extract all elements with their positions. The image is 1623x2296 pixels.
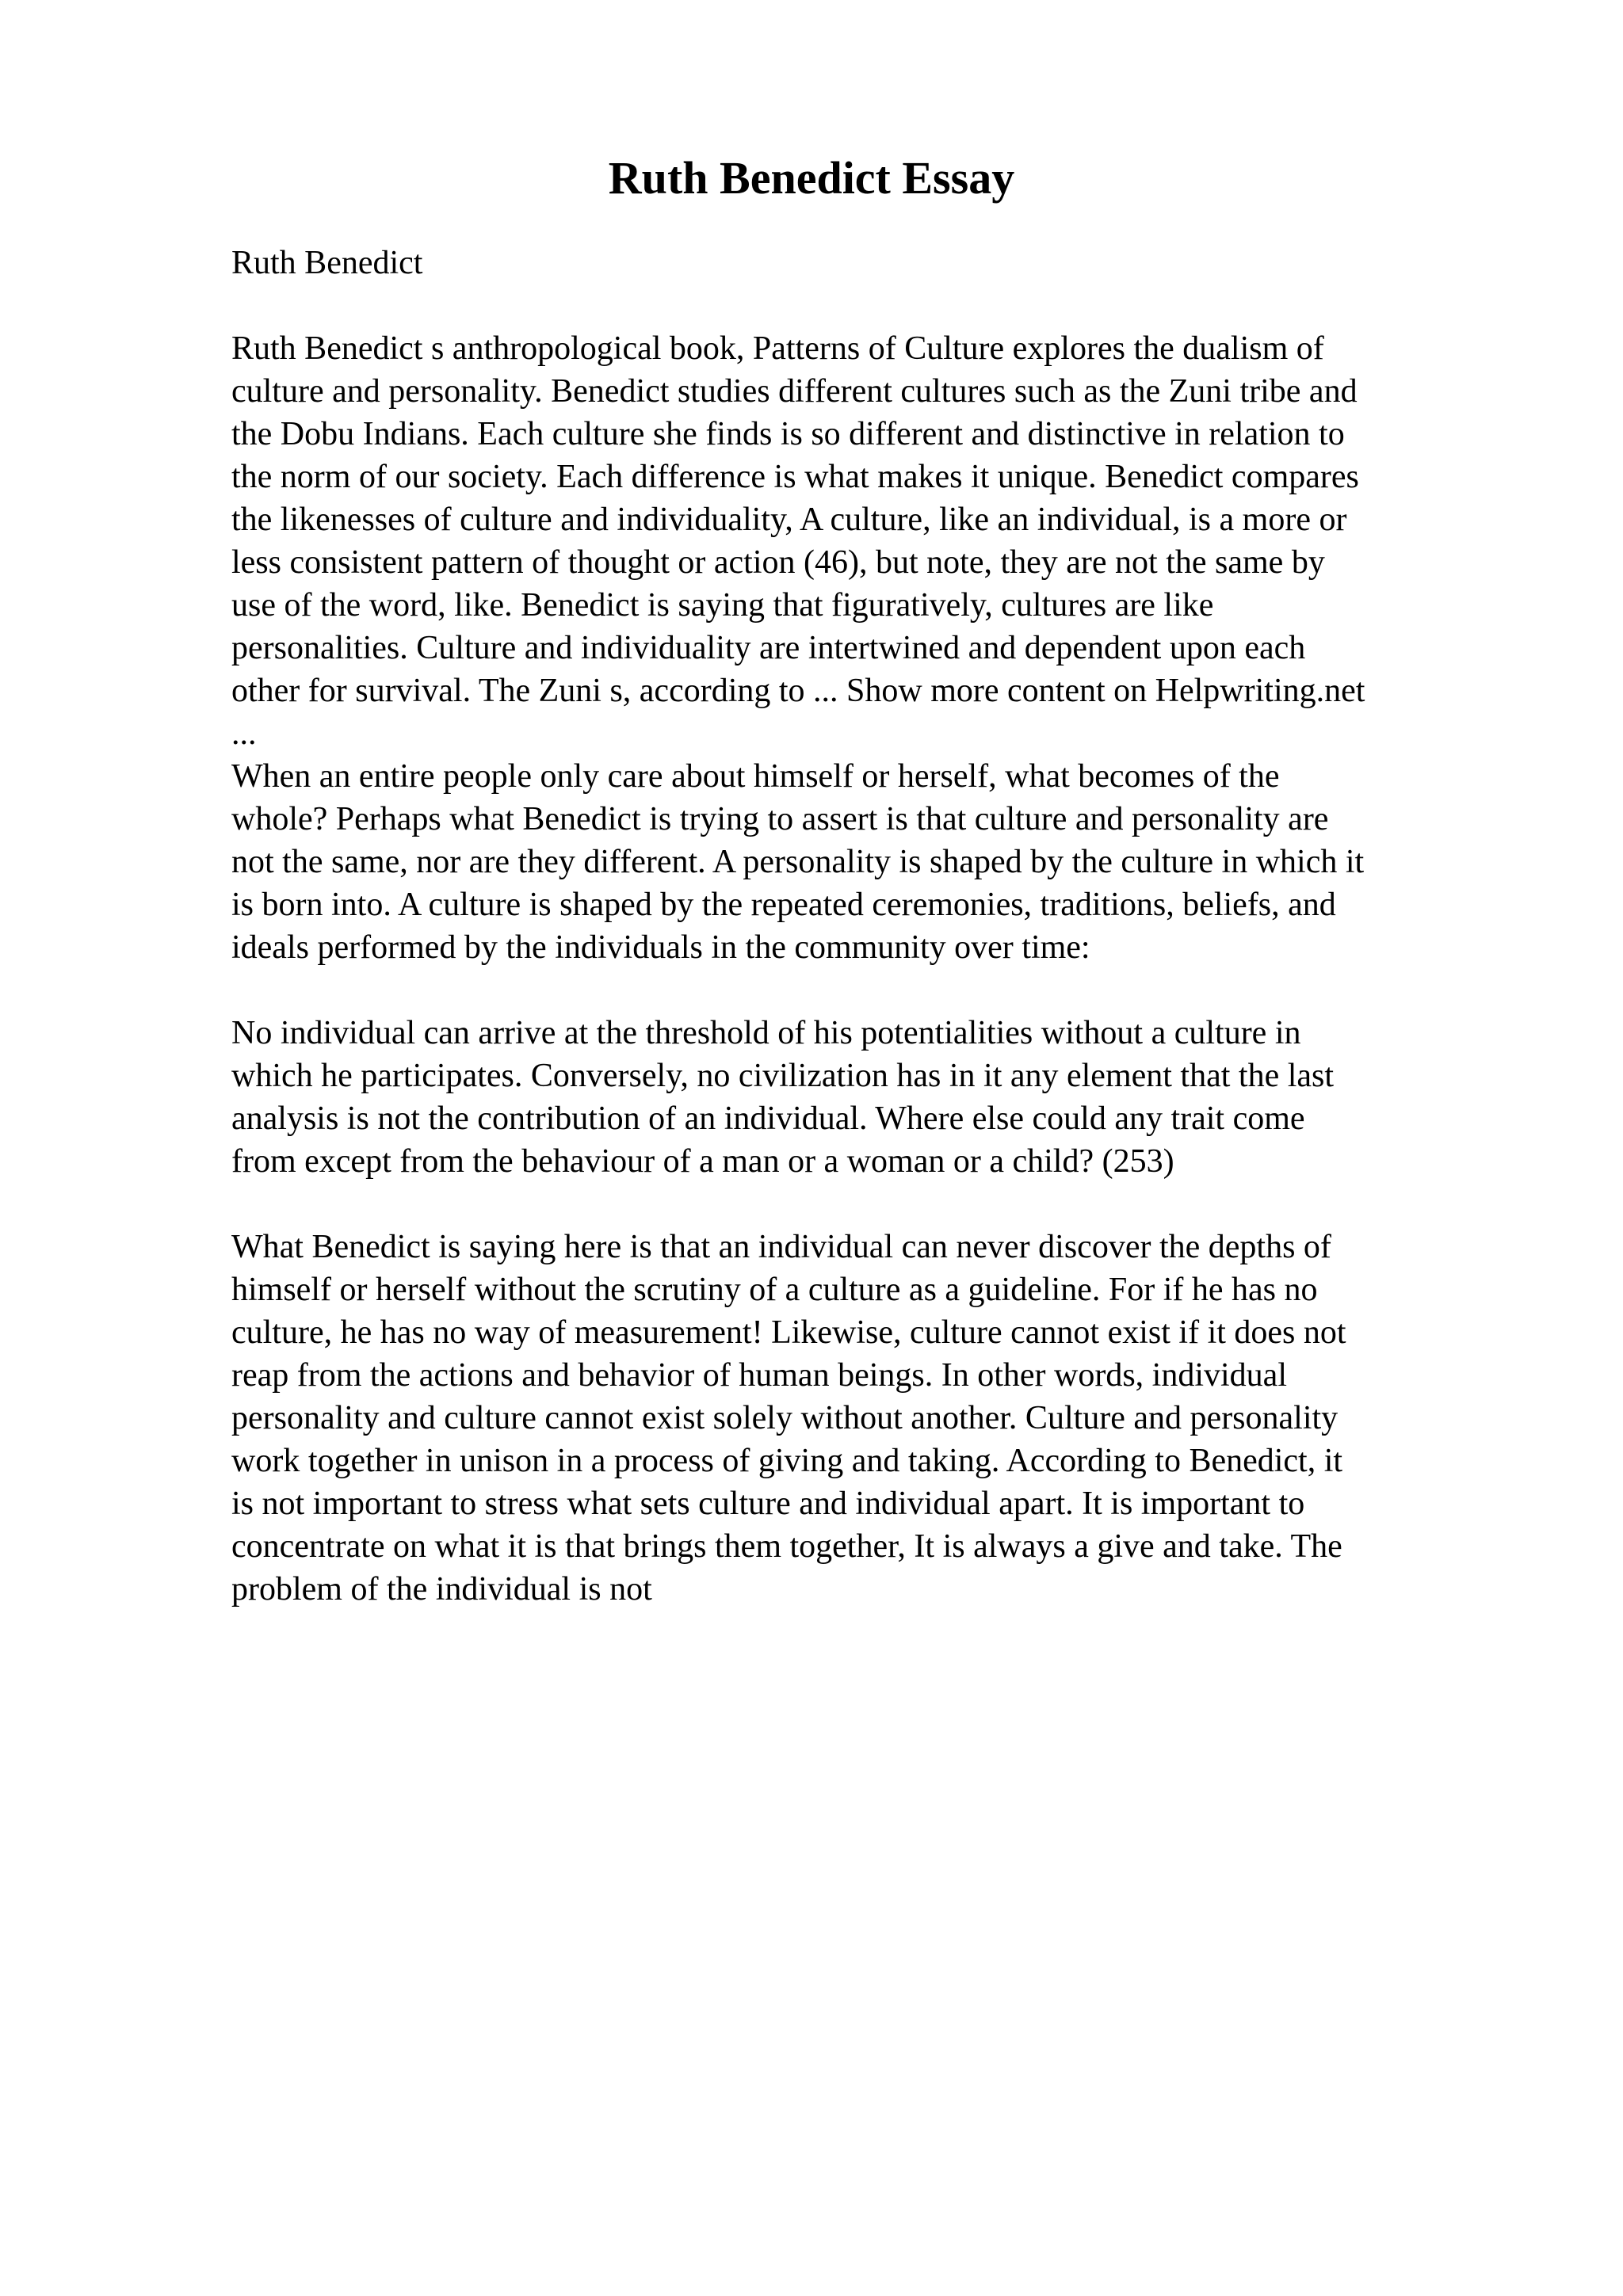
text-line: concentrate on what it is that brings them together, It is always a give and take. The (231, 1528, 1342, 1565)
text-line: ... (231, 715, 257, 752)
text-line: Ruth Benedict s anthropological book, Patterns of Culture explores the dualism of (231, 330, 1324, 367)
text-line: the norm of our society. Each difference is what makes it unique. Benedict compares (231, 459, 1359, 495)
text-line: problem of the individual is not (231, 1571, 652, 1608)
text-line: not the same, nor are they different. A personality is shaped by the culture in which it (231, 844, 1365, 880)
text-line: culture, he has no way of measurement! Likewise, culture cannot exist if it does not (231, 1314, 1346, 1351)
text-line: whole? Perhaps what Benedict is trying to assert is that culture and personality are (231, 801, 1329, 837)
paragraph-1 (231, 327, 1531, 969)
document-subtitle: Ruth Benedict (231, 245, 423, 281)
text-line: the likenesses of culture and individuality, A culture, like an individual, is a more or (231, 502, 1347, 538)
text-line: other for survival. The Zuni s, according to ... Show more content on Helpwriting.net (231, 673, 1365, 709)
document-title: Ruth Benedict Essay (608, 152, 1015, 204)
text-line: reap from the actions and behavior of human beings. In other words, individual (231, 1357, 1287, 1394)
text-line: which he participates. Conversely, no civilization has in it any element that the last (231, 1058, 1335, 1094)
text-line: use of the word, like. Benedict is saying that figuratively, cultures are like (231, 587, 1214, 624)
text-line: analysis is not the contribution of an individual. Where else could any trait come (231, 1100, 1305, 1137)
text-line: personalities. Culture and individuality are intertwined and dependent upon each (231, 630, 1306, 666)
paragraph-3 (231, 1226, 1531, 1611)
text-line: ideals performed by the individuals in the community over time: (231, 929, 1090, 966)
text-line: the Dobu Indians. Each culture she finds is so different and distinctive in relation to (231, 416, 1345, 452)
paragraph-2-quote (231, 1012, 1531, 1183)
text-line: is not important to stress what sets culture and individual apart. It is important to (231, 1486, 1305, 1522)
text-line: personality and culture cannot exist solely without another. Culture and personality (231, 1400, 1338, 1436)
text-line: No individual can arrive at the threshold of his potentialities without a culture in (231, 1015, 1301, 1051)
text-line: less consistent pattern of thought or action (46), but note, they are not the same by (231, 544, 1325, 581)
document-body (231, 242, 1531, 1611)
text-line: What Benedict is saying here is that an individual can never discover the depths of (231, 1229, 1331, 1265)
text-line: culture and personality. Benedict studies different cultures such as the Zuni tribe and (231, 373, 1358, 410)
text-line: from except from the behaviour of a man or a woman or a child? (253) (231, 1143, 1174, 1180)
text-line: When an entire people only care about himself or herself, what becomes of the (231, 758, 1280, 795)
text-line: himself or herself without the scrutiny of a culture as a guideline. For if he has no (231, 1272, 1318, 1308)
text-line: work together in unison in a process of giving and taking. According to Benedict, it (231, 1443, 1343, 1479)
text-line: is born into. A culture is shaped by the repeated ceremonies, traditions, beliefs, and (231, 887, 1336, 923)
